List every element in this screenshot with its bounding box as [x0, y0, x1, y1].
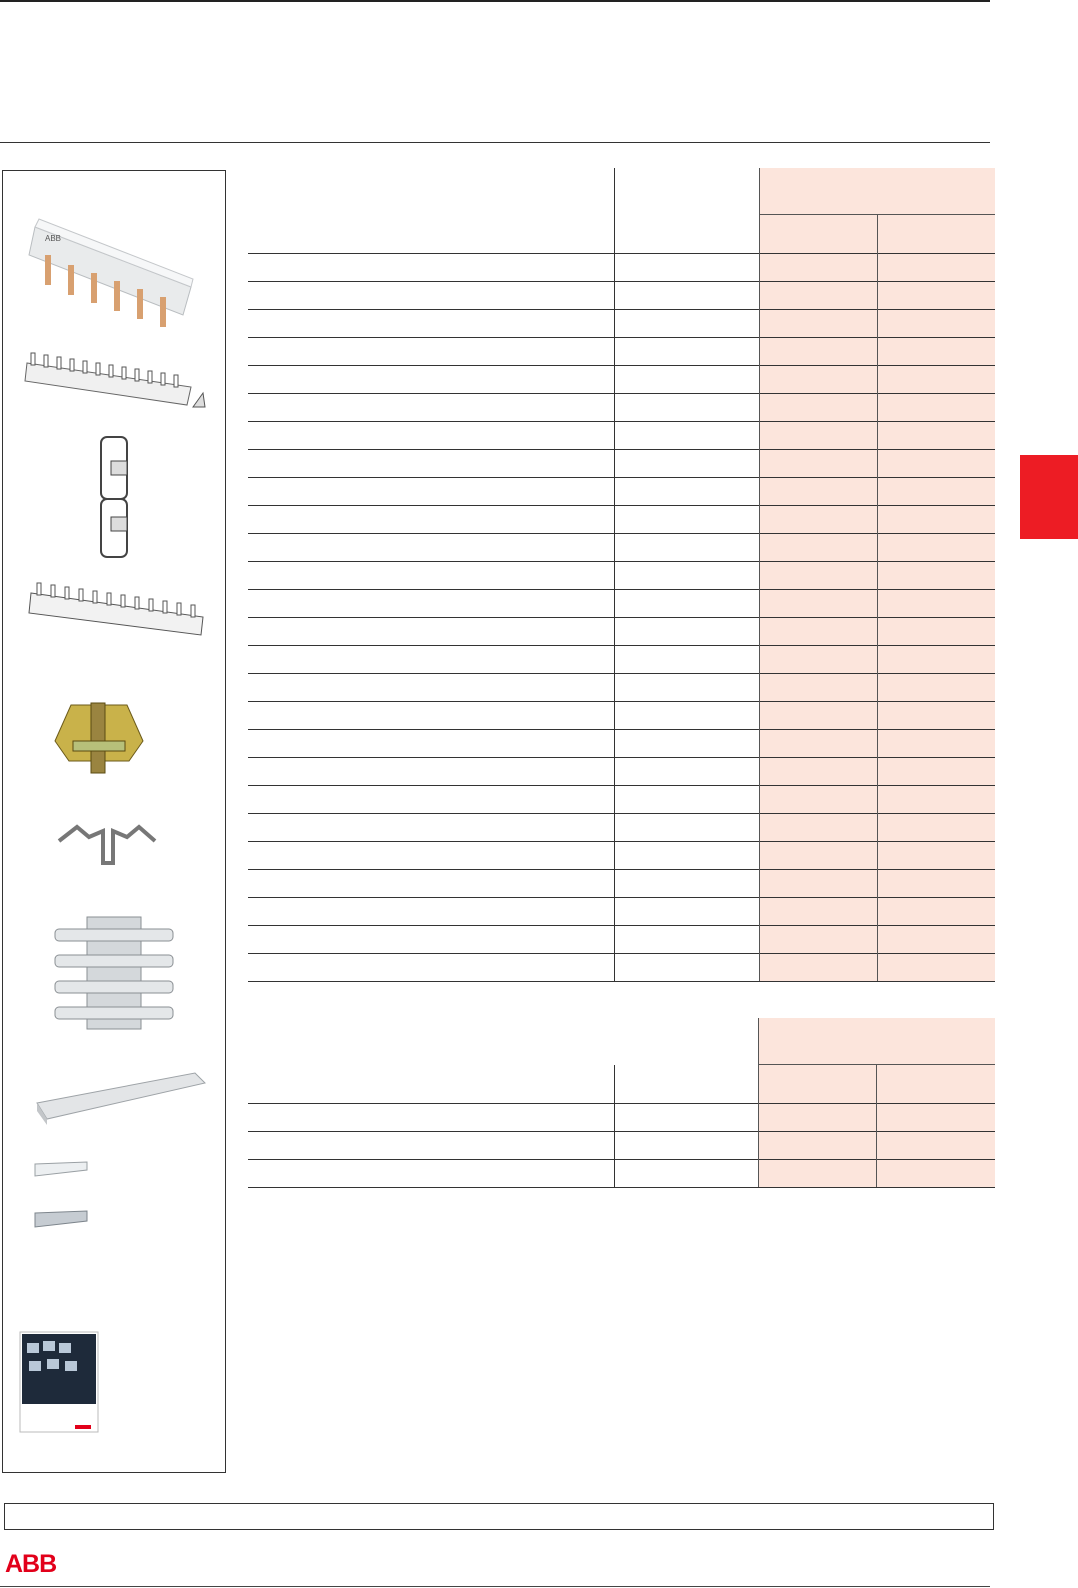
- header-order-code: [614, 1018, 759, 1065]
- unit-cell: [877, 590, 995, 618]
- unit-cell: [877, 646, 995, 674]
- table-row: [248, 590, 995, 618]
- table-row: [248, 842, 995, 870]
- unit-cell: [877, 870, 995, 898]
- description-cell: [248, 730, 615, 758]
- order-code-cell: [614, 1160, 759, 1188]
- order-code-cell: [614, 1104, 759, 1132]
- unit-cell: [877, 338, 995, 366]
- order-code-cell: [615, 422, 760, 450]
- order-code-cell: [615, 646, 760, 674]
- table-row: [248, 254, 995, 282]
- table-row: [248, 338, 995, 366]
- description-cell: [248, 842, 615, 870]
- table-row: [248, 870, 995, 898]
- svg-text:ABB: ABB: [5, 1550, 57, 1576]
- description-cell: [248, 422, 615, 450]
- description-cell: [248, 1160, 614, 1188]
- subheader-unit: [877, 215, 995, 254]
- page-header-area: [0, 40, 990, 100]
- table-row: [248, 366, 995, 394]
- order-code-cell: [615, 758, 760, 786]
- description-cell: [248, 254, 615, 282]
- header-rule: [0, 142, 990, 143]
- header-description: [248, 1018, 614, 1065]
- price-cell: [760, 282, 878, 310]
- order-code-cell: [615, 954, 760, 982]
- order-code-cell: [615, 730, 760, 758]
- order-code-cell: [615, 310, 760, 338]
- subheader-unit: [877, 1065, 995, 1104]
- wire-clip-image: [55, 819, 159, 871]
- table-row: [248, 394, 995, 422]
- price-cell: [760, 590, 878, 618]
- end-cap-small-image: [31, 1158, 93, 1184]
- description-cell: [248, 590, 615, 618]
- price-cell: [759, 1104, 877, 1132]
- table-row: [248, 646, 995, 674]
- header-price-group: [759, 1018, 996, 1065]
- catalogue-brochure-image: [19, 1331, 101, 1435]
- order-code-cell: [615, 674, 760, 702]
- unit-cell: [877, 282, 995, 310]
- end-cap-metal-image: [31, 1207, 93, 1235]
- unit-cell: [877, 506, 995, 534]
- subheader-order-code: [614, 1065, 759, 1104]
- unit-cell: [877, 730, 995, 758]
- price-cell: [759, 1160, 877, 1188]
- unit-cell: [877, 254, 995, 282]
- price-cell: [760, 646, 878, 674]
- description-cell: [248, 394, 615, 422]
- table-row: [248, 618, 995, 646]
- description-cell: [248, 562, 615, 590]
- long-comb-busbar-image: [25, 579, 215, 641]
- table-row: [248, 282, 995, 310]
- order-code-cell: [615, 366, 760, 394]
- table-row: [248, 702, 995, 730]
- description-cell: [248, 954, 615, 982]
- price-cell: [760, 310, 878, 338]
- unit-cell: [877, 534, 995, 562]
- unit-cell: [877, 478, 995, 506]
- header-description: [248, 168, 615, 254]
- price-cell: [760, 758, 878, 786]
- description-cell: [248, 506, 615, 534]
- unit-cell: [877, 562, 995, 590]
- abb-logo: [4, 1550, 62, 1576]
- table-row: [248, 814, 995, 842]
- product-image-panel: [2, 170, 226, 1473]
- price-cell: [760, 394, 878, 422]
- description-cell: [248, 926, 615, 954]
- price-cell: [760, 534, 878, 562]
- table-row: [248, 506, 995, 534]
- order-code-cell: [615, 786, 760, 814]
- unit-cell: [877, 758, 995, 786]
- price-cell: [760, 702, 878, 730]
- order-code-cell: [615, 506, 760, 534]
- price-cell: [760, 786, 878, 814]
- price-cell: [759, 1132, 877, 1160]
- price-cell: [760, 898, 878, 926]
- description-cell: [248, 758, 615, 786]
- table-row: [248, 450, 995, 478]
- footer-note-box: [4, 1503, 994, 1530]
- unit-cell: [877, 394, 995, 422]
- unit-cell: [877, 814, 995, 842]
- comb-busbar-image: [21, 349, 211, 411]
- support-block-image: [51, 911, 177, 1035]
- price-cell: [760, 338, 878, 366]
- description-cell: [248, 310, 615, 338]
- description-cell: [248, 338, 615, 366]
- price-cell: [760, 842, 878, 870]
- table-row: [248, 562, 995, 590]
- unit-cell: [877, 422, 995, 450]
- description-cell: [248, 702, 615, 730]
- table-row: [248, 730, 995, 758]
- description-cell: [248, 814, 615, 842]
- table-row: [248, 1132, 995, 1160]
- description-cell: [248, 366, 615, 394]
- unit-cell: [877, 618, 995, 646]
- table-row: [248, 422, 995, 450]
- order-code-cell: [615, 590, 760, 618]
- price-cell: [760, 618, 878, 646]
- price-cell: [760, 254, 878, 282]
- unit-cell: [877, 898, 995, 926]
- header-price-group: [760, 168, 996, 215]
- price-cell: [760, 674, 878, 702]
- price-cell: [760, 562, 878, 590]
- table-row: [248, 674, 995, 702]
- busbar-with-label-image: [23, 209, 203, 334]
- unit-cell: [877, 310, 995, 338]
- description-cell: [248, 674, 615, 702]
- unit-cell: [877, 1104, 995, 1132]
- price-cell: [760, 954, 878, 982]
- price-cell: [760, 730, 878, 758]
- table-row: [248, 1160, 995, 1188]
- unit-cell: [877, 674, 995, 702]
- unit-cell: [877, 842, 995, 870]
- subheader-price: [759, 1065, 877, 1104]
- table-row: [248, 1104, 995, 1132]
- price-cell: [760, 870, 878, 898]
- unit-cell: [877, 702, 995, 730]
- description-cell: [248, 1104, 614, 1132]
- section-tab[interactable]: [1020, 455, 1078, 539]
- description-cell: [248, 786, 615, 814]
- description-cell: [248, 534, 615, 562]
- order-code-cell: [615, 478, 760, 506]
- price-cell: [760, 366, 878, 394]
- order-code-cell: [615, 254, 760, 282]
- table-row: [248, 786, 995, 814]
- unit-cell: [877, 450, 995, 478]
- order-code-cell: [615, 870, 760, 898]
- bottom-rule: [0, 1586, 990, 1587]
- description-cell: [248, 898, 615, 926]
- order-code-cell: [615, 338, 760, 366]
- description-cell: [248, 478, 615, 506]
- order-code-cell: [615, 562, 760, 590]
- price-cell: [760, 478, 878, 506]
- description-cell: [248, 870, 615, 898]
- secondary-product-table: [248, 1018, 995, 1188]
- table-row: [248, 954, 995, 982]
- price-cell: [760, 422, 878, 450]
- description-cell: [248, 618, 615, 646]
- svg-text:ABB: ABB: [45, 234, 62, 243]
- unit-cell: [877, 366, 995, 394]
- subheader-description: [248, 1065, 614, 1104]
- order-code-cell: [615, 842, 760, 870]
- order-code-cell: [615, 534, 760, 562]
- table-row: [248, 534, 995, 562]
- table-row: [248, 478, 995, 506]
- order-code-cell: [615, 618, 760, 646]
- price-cell: [760, 926, 878, 954]
- cover-plate-image: [27, 1069, 209, 1127]
- unit-cell: [877, 1132, 995, 1160]
- unit-cell: [877, 926, 995, 954]
- order-code-cell: [615, 898, 760, 926]
- connector-clip-image: [95, 433, 139, 561]
- order-code-cell: [615, 450, 760, 478]
- description-cell: [248, 1132, 614, 1160]
- description-cell: [248, 282, 615, 310]
- table-row: [248, 898, 995, 926]
- subheader-price: [760, 215, 878, 254]
- description-cell: [248, 646, 615, 674]
- order-code-cell: [615, 282, 760, 310]
- order-code-cell: [615, 394, 760, 422]
- table-row: [248, 310, 995, 338]
- top-rule: [0, 0, 990, 2]
- price-cell: [760, 450, 878, 478]
- price-cell: [760, 814, 878, 842]
- header-order-code: [615, 168, 760, 254]
- unit-cell: [877, 954, 995, 982]
- order-code-cell: [615, 814, 760, 842]
- order-code-cell: [615, 702, 760, 730]
- unit-cell: [877, 1160, 995, 1188]
- brass-clamp-image: [53, 701, 145, 777]
- main-product-table: [248, 168, 995, 982]
- unit-cell: [877, 786, 995, 814]
- order-code-cell: [614, 1132, 759, 1160]
- order-code-cell: [615, 926, 760, 954]
- price-cell: [760, 506, 878, 534]
- description-cell: [248, 450, 615, 478]
- table-row: [248, 926, 995, 954]
- table-row: [248, 758, 995, 786]
